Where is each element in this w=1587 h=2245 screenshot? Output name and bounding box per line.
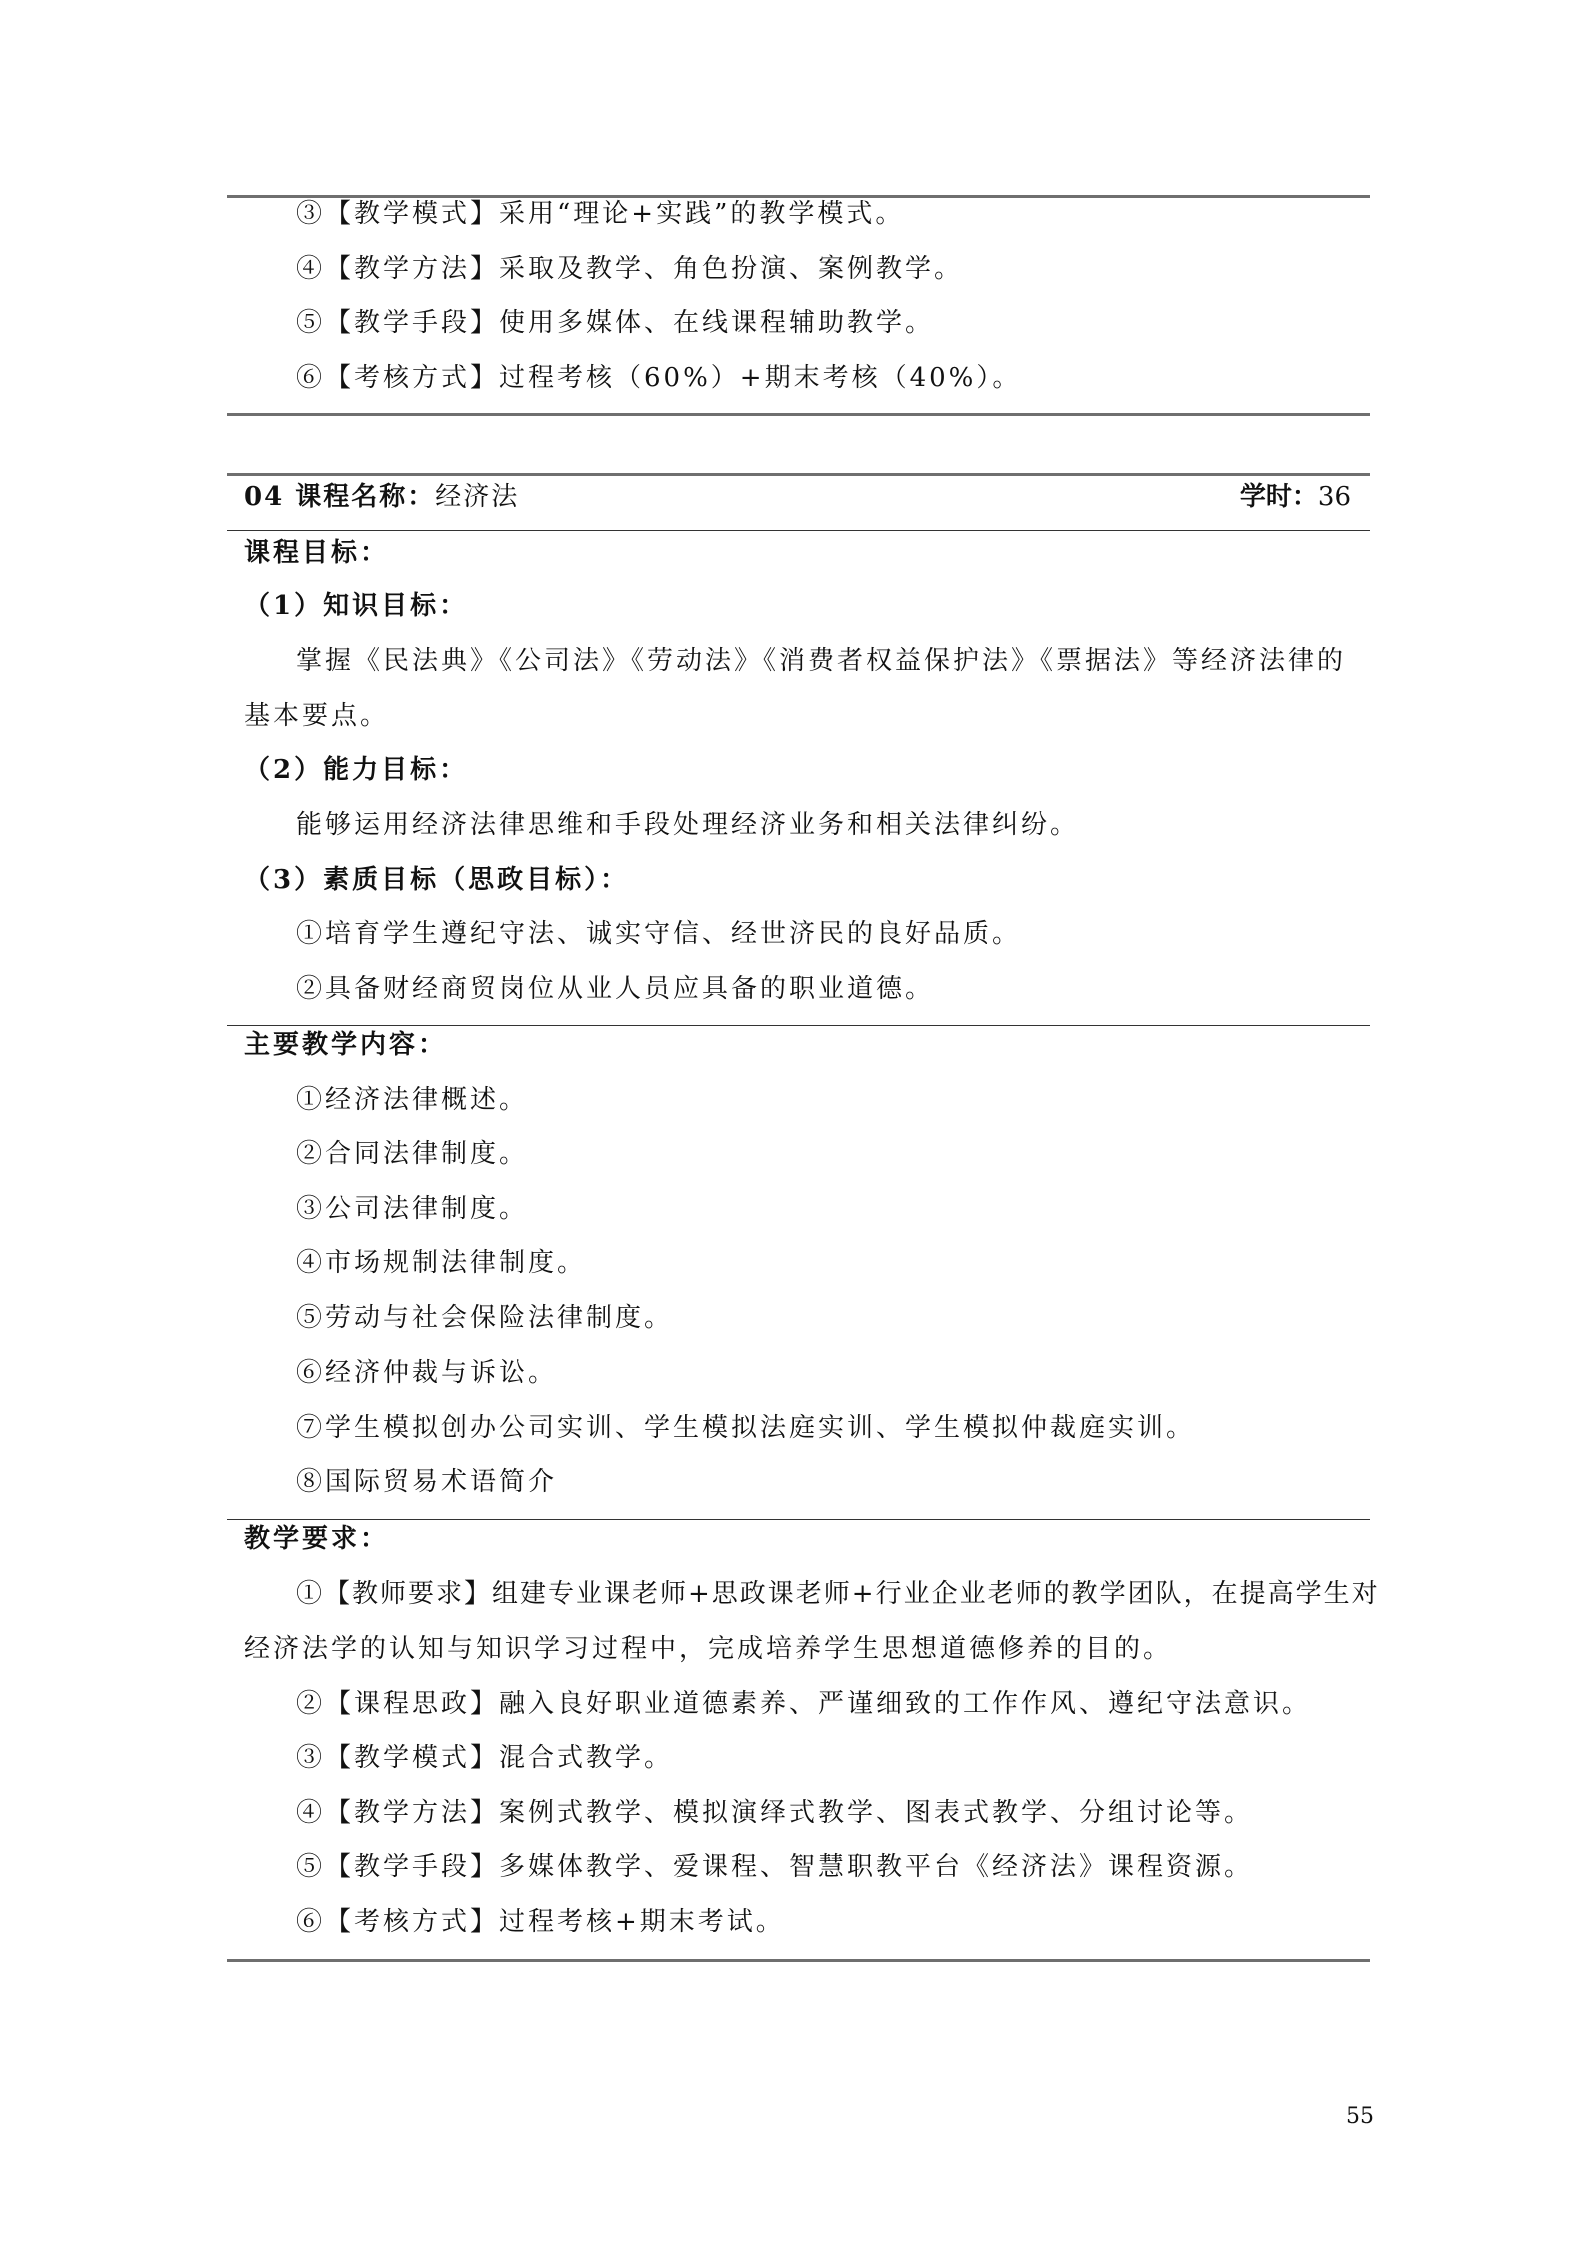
course-name-row	[244, 479, 519, 515]
course-hours-label: 学时：	[1239, 482, 1318, 512]
content-item: ⑥经济仲裁与诉讼。	[296, 1358, 558, 1388]
content-item: ⑦学生模拟创办公司实训、学生模拟法庭实训、学生模拟仲裁庭实训。	[296, 1413, 1196, 1443]
course-header-divider	[227, 530, 1370, 531]
knowledge-objective-text: 掌握《民法典》《公司法》《劳动法》《消费者权益保护法》《票据法》等经济法律的	[296, 646, 1347, 676]
top-table-bottom-border	[227, 413, 1370, 416]
objectives-heading: 课程目标：	[244, 538, 390, 568]
requirement-item-continued: 经济法学的认知与知识学习过程中，完成培养学生思想道德修养的目的。	[244, 1634, 1173, 1664]
content-item: ⑤劳动与社会保险法律制度。	[296, 1303, 674, 1333]
content-item: ④市场规制法律制度。	[296, 1248, 587, 1278]
content-item: ③公司法律制度。	[296, 1194, 529, 1224]
requirement-item: ⑥【考核方式】过程考核+期末考试。	[296, 1907, 785, 1937]
quality-objective-item: ①培育学生遵纪守法、诚实守信、经世济民的良好品质。	[296, 919, 1022, 949]
course-table-bottom-border	[227, 1959, 1370, 1962]
content-divider	[227, 1519, 1370, 1520]
top-requirement-item: ③【教学模式】采用“理论+实践”的教学模式。	[296, 199, 905, 229]
quality-objective-item: ②具备财经商贸岗位从业人员应具备的职业道德。	[296, 974, 935, 1004]
content-item: ⑧国际贸易术语简介	[296, 1467, 558, 1497]
knowledge-objective-heading: （1）知识目标：	[244, 591, 469, 621]
objectives-divider	[227, 1025, 1370, 1026]
content-heading: 主要教学内容：	[244, 1030, 448, 1060]
ability-objective-heading: （2）能力目标：	[244, 755, 469, 785]
top-requirement-item: ⑤【教学手段】使用多媒体、在线课程辅助教学。	[296, 308, 935, 338]
requirement-item: ③【教学模式】混合式教学。	[296, 1743, 674, 1773]
requirement-item: ⑤【教学手段】多媒体教学、爱课程、智慧职教平台《经济法》课程资源。	[296, 1852, 1254, 1882]
page-number: 55	[1346, 2104, 1374, 2129]
course-hours	[1240, 479, 1351, 515]
content-item: ②合同法律制度。	[296, 1139, 529, 1169]
course-name-value: 经济法	[435, 482, 520, 512]
top-requirement-item: ④【教学方法】采取及教学、角色扮演、案例教学。	[296, 254, 964, 284]
ability-objective-text: 能够运用经济法律思维和手段处理经济业务和相关法律纠纷。	[296, 810, 1080, 840]
requirement-item: ④【教学方法】案例式教学、模拟演绎式教学、图表式教学、分组讨论等。	[296, 1798, 1254, 1828]
course-hours-value: 36	[1317, 482, 1351, 512]
course-name-label: 04 课程名称：	[244, 482, 436, 512]
course-table-top-border	[227, 473, 1370, 476]
quality-objective-heading: （3）素质目标（思政目标）：	[244, 865, 630, 895]
requirements-heading: 教学要求：	[244, 1524, 390, 1554]
content-item: ①经济法律概述。	[296, 1085, 529, 1115]
requirement-item: ①【教师要求】组建专业课老师+思政课老师+行业企业老师的教学团队，在提高学生对	[296, 1579, 1380, 1609]
top-requirement-item: ⑥【考核方式】过程考核（60%）+期末考核（40%）。	[296, 363, 1022, 393]
requirement-item: ②【课程思政】融入良好职业道德素养、严谨细致的工作作风、遵纪守法意识。	[296, 1689, 1312, 1719]
knowledge-objective-text: 基本要点。	[244, 701, 390, 731]
